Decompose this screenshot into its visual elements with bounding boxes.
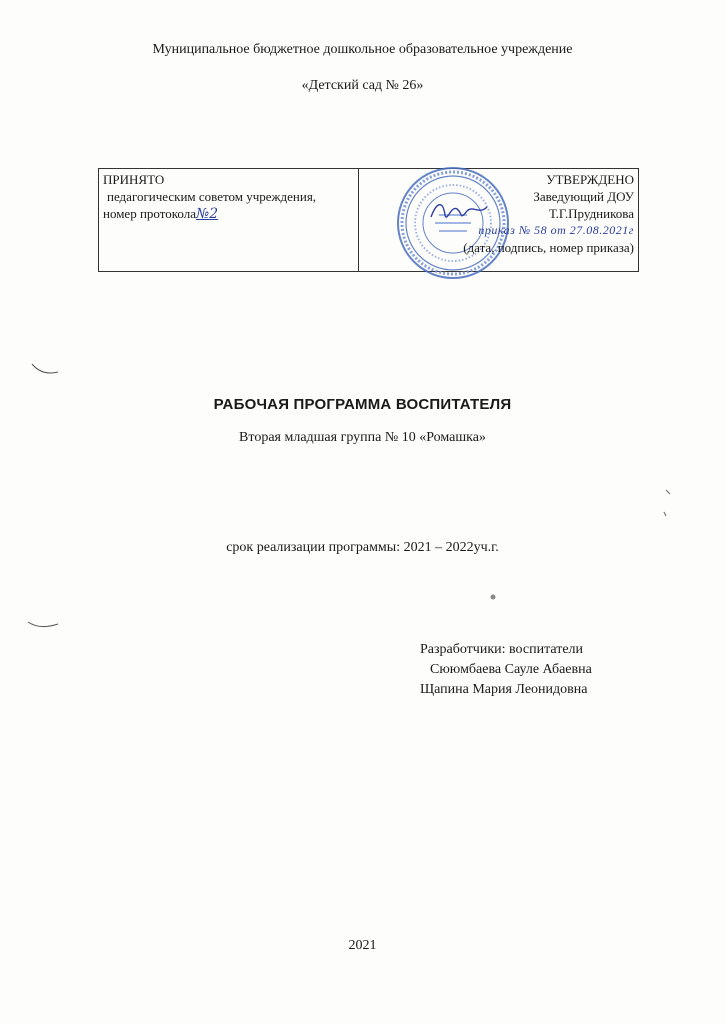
- order-note: (дата, подпись, номер приказа): [463, 240, 634, 255]
- group-name: Вторая младшая группа № 10 «Ромашка»: [239, 430, 486, 445]
- protocol-label: номер протокола: [103, 206, 196, 221]
- signature-icon: [429, 197, 489, 227]
- director-position: Заведующий ДОУ: [533, 189, 634, 204]
- director-name: Т.Г.Прудникова: [548, 206, 634, 221]
- author-name: Сююмбаева Сауле Абаевна: [430, 662, 592, 677]
- scan-artifact-icon: [660, 488, 674, 518]
- approval-table: [98, 168, 639, 272]
- protocol-number: №2: [196, 206, 219, 222]
- accepted-cell: [99, 169, 359, 271]
- implementation-period: срок реализации программы: 2021 – 2022уч.г.: [226, 540, 499, 555]
- organization-name: Муниципальное бюджетное дошкольное образовательное учреждение: [152, 42, 573, 57]
- approved-heading: УТВЕРЖДЕНО: [546, 172, 634, 187]
- approved-cell: [359, 169, 638, 271]
- authors-block: [420, 640, 592, 700]
- institution-name: «Детский сад № 26»: [301, 78, 424, 93]
- scan-artifact-icon: [488, 592, 498, 602]
- authors-label: Разработчики: воспитатели: [420, 642, 584, 657]
- accepted-council-line: педагогическим советом учреждения,: [107, 189, 317, 204]
- order-handwritten: приказ № 58 от 27.08.2021г: [478, 223, 634, 237]
- protocol-line: [103, 205, 354, 223]
- author-name: Щапина Мария Леонидовна: [420, 682, 588, 697]
- document-year: 2021: [348, 938, 377, 953]
- scan-artifact-icon: [30, 362, 60, 376]
- scan-artifact-icon: [26, 618, 60, 632]
- document-title: РАБОЧАЯ ПРОГРАММА ВОСПИТАТЕЛЯ: [213, 396, 512, 413]
- accepted-heading: ПРИНЯТО: [103, 172, 165, 187]
